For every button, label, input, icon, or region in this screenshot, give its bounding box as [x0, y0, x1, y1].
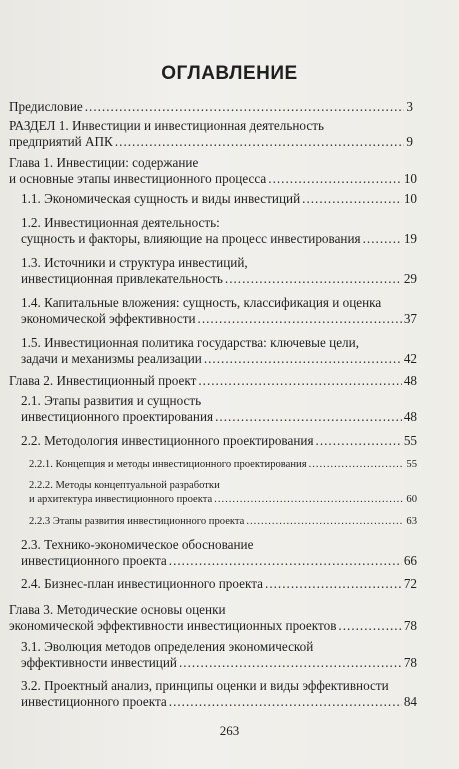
toc-entry-title-cont: сущность и факторы, влияющие на процесс инвестирования: [21, 231, 361, 246]
dot-leader: [225, 271, 402, 287]
toc-page-number: 78: [403, 618, 417, 633]
page-title: ОГЛАВЛЕНИЕ: [161, 63, 298, 84]
toc-entry: [29, 479, 417, 507]
toc-page-number: 42: [403, 351, 417, 366]
toc-page-number: 48: [403, 373, 417, 388]
toc-page-number: 10: [403, 171, 417, 186]
dot-leader: [198, 311, 402, 327]
dot-leader: [85, 99, 405, 115]
toc-page-number: 19: [403, 231, 417, 246]
toc-page-number: 84: [403, 694, 417, 709]
toc-entry: [21, 537, 417, 569]
toc-entry-title: 3.1. Эволюция методов определения экономической: [21, 639, 314, 654]
toc-page-number: 10: [403, 191, 417, 206]
toc-entry-title-cont: и архитектура инвестиционного проекта: [29, 494, 213, 505]
toc-entry: [21, 639, 417, 671]
toc-page-number: 72: [403, 576, 417, 591]
toc-entry-title-cont: инвестиционного проекта: [21, 694, 167, 709]
dot-leader: [198, 373, 401, 389]
dot-leader: [169, 694, 402, 710]
toc-page-number: 78: [403, 655, 417, 670]
toc-entry: [21, 576, 417, 592]
toc-entry: [21, 678, 417, 710]
toc-entry-title-cont: предприятий АПК: [9, 134, 113, 149]
toc-entry: [21, 191, 417, 207]
toc-entry-title: 1.2. Инвестиционная деятельность:: [21, 215, 220, 230]
toc-entry-title: 1.5. Инвестиционная политика государства: ключевые цели,: [21, 335, 359, 350]
toc-entry-title-cont: и основные этапы инвестиционного процесса: [9, 171, 267, 186]
toc-entry-title-cont: инвестиционная привлекательность: [21, 271, 223, 286]
dot-leader: [302, 191, 402, 207]
toc-entry: [9, 373, 417, 389]
toc-page-number: 66: [403, 553, 417, 568]
toc-entry-title: 2.2.2. Методы концептуальной разработки: [29, 480, 220, 491]
dot-leader: [268, 171, 402, 187]
toc-entry-title-cont: инвестиционного проекта: [21, 553, 167, 568]
toc-entry-title-cont: экономической эффективности: [21, 311, 196, 326]
toc-entry-title-cont: экономической эффективности инвестиционных проектов: [9, 618, 337, 633]
toc-entry-title: Предисловие: [9, 99, 83, 114]
toc-entry-title: Глава 1. Инвестиции: содержание: [9, 155, 199, 170]
dot-leader: [204, 351, 402, 367]
dot-leader: [265, 576, 402, 592]
toc-entry-title: 2.1. Этапы развития и сущность: [21, 393, 202, 408]
toc-entry-title-cont: эффективности инвестиций: [21, 655, 177, 670]
dot-leader: [338, 618, 401, 634]
page-number: 263: [219, 723, 240, 738]
toc-entry: [21, 393, 417, 425]
dot-leader: [179, 655, 402, 671]
dot-leader: [246, 515, 404, 529]
dot-leader: [214, 493, 404, 507]
toc-entry-title-cont: инвестиционного проектирования: [21, 409, 214, 424]
toc-entry: [9, 99, 413, 115]
toc-page-number: 3: [406, 99, 413, 114]
dot-leader: [115, 134, 405, 150]
dot-leader: [215, 409, 402, 425]
toc-page-number: 48: [403, 409, 417, 424]
toc-entry-title: 1.1. Экономическая сущность и виды инвестиций: [21, 191, 301, 206]
toc-entry-title: РАЗДЕЛ 1. Инвестиции и инвестиционная деятельность: [9, 118, 324, 133]
toc-page-number: 29: [403, 271, 417, 286]
dot-leader: [363, 231, 402, 247]
toc-page-number: 55: [406, 459, 417, 470]
dot-leader: [316, 433, 402, 449]
toc-entry: [21, 255, 417, 287]
dot-leader: [169, 553, 402, 569]
toc-entry: [9, 118, 413, 150]
toc-entry-title: 2.3. Технико-экономическое обоснование: [21, 537, 254, 552]
toc-page-number: 63: [406, 516, 417, 527]
dot-leader: [309, 458, 405, 472]
toc-entry-title: 2.2.1. Концепция и методы инвестиционного проектирования: [29, 459, 307, 470]
toc-entry-title: Глава 3. Методические основы оценки: [9, 602, 226, 617]
toc-entry-title: 2.4. Бизнес-план инвестиционного проекта: [21, 576, 264, 591]
toc-entry: [21, 433, 417, 449]
toc-entry: [29, 515, 417, 529]
toc-page-number: 9: [406, 134, 413, 149]
toc-page-number: 37: [403, 311, 417, 326]
toc-entry-title-cont: задачи и механизмы реализации: [21, 351, 202, 366]
toc-entry: [29, 458, 417, 472]
toc-entry: [21, 295, 417, 327]
toc-entry: [9, 602, 417, 634]
toc-entry-title: 1.4. Капитальные вложения: сущность, классификация и оценка: [21, 295, 382, 310]
toc-entry: [21, 335, 417, 367]
toc-entry-title: 2.2. Методология инвестиционного проектирования: [21, 433, 314, 448]
toc-page-number: 60: [406, 494, 417, 505]
toc-page-number: 55: [403, 433, 417, 448]
toc-entry-title: 2.2.3 Этапы развития инвестиционного проекта: [29, 516, 245, 527]
toc-entry-title: Глава 2. Инвестиционный проект: [9, 373, 197, 388]
toc-entry: [21, 215, 417, 247]
toc-entry-title: 3.2. Проектный анализ, принципы оценки и виды эффективности: [21, 678, 389, 693]
toc-entry: [9, 155, 417, 187]
toc-entry-title: 1.3. Источники и структура инвестиций,: [21, 255, 248, 270]
